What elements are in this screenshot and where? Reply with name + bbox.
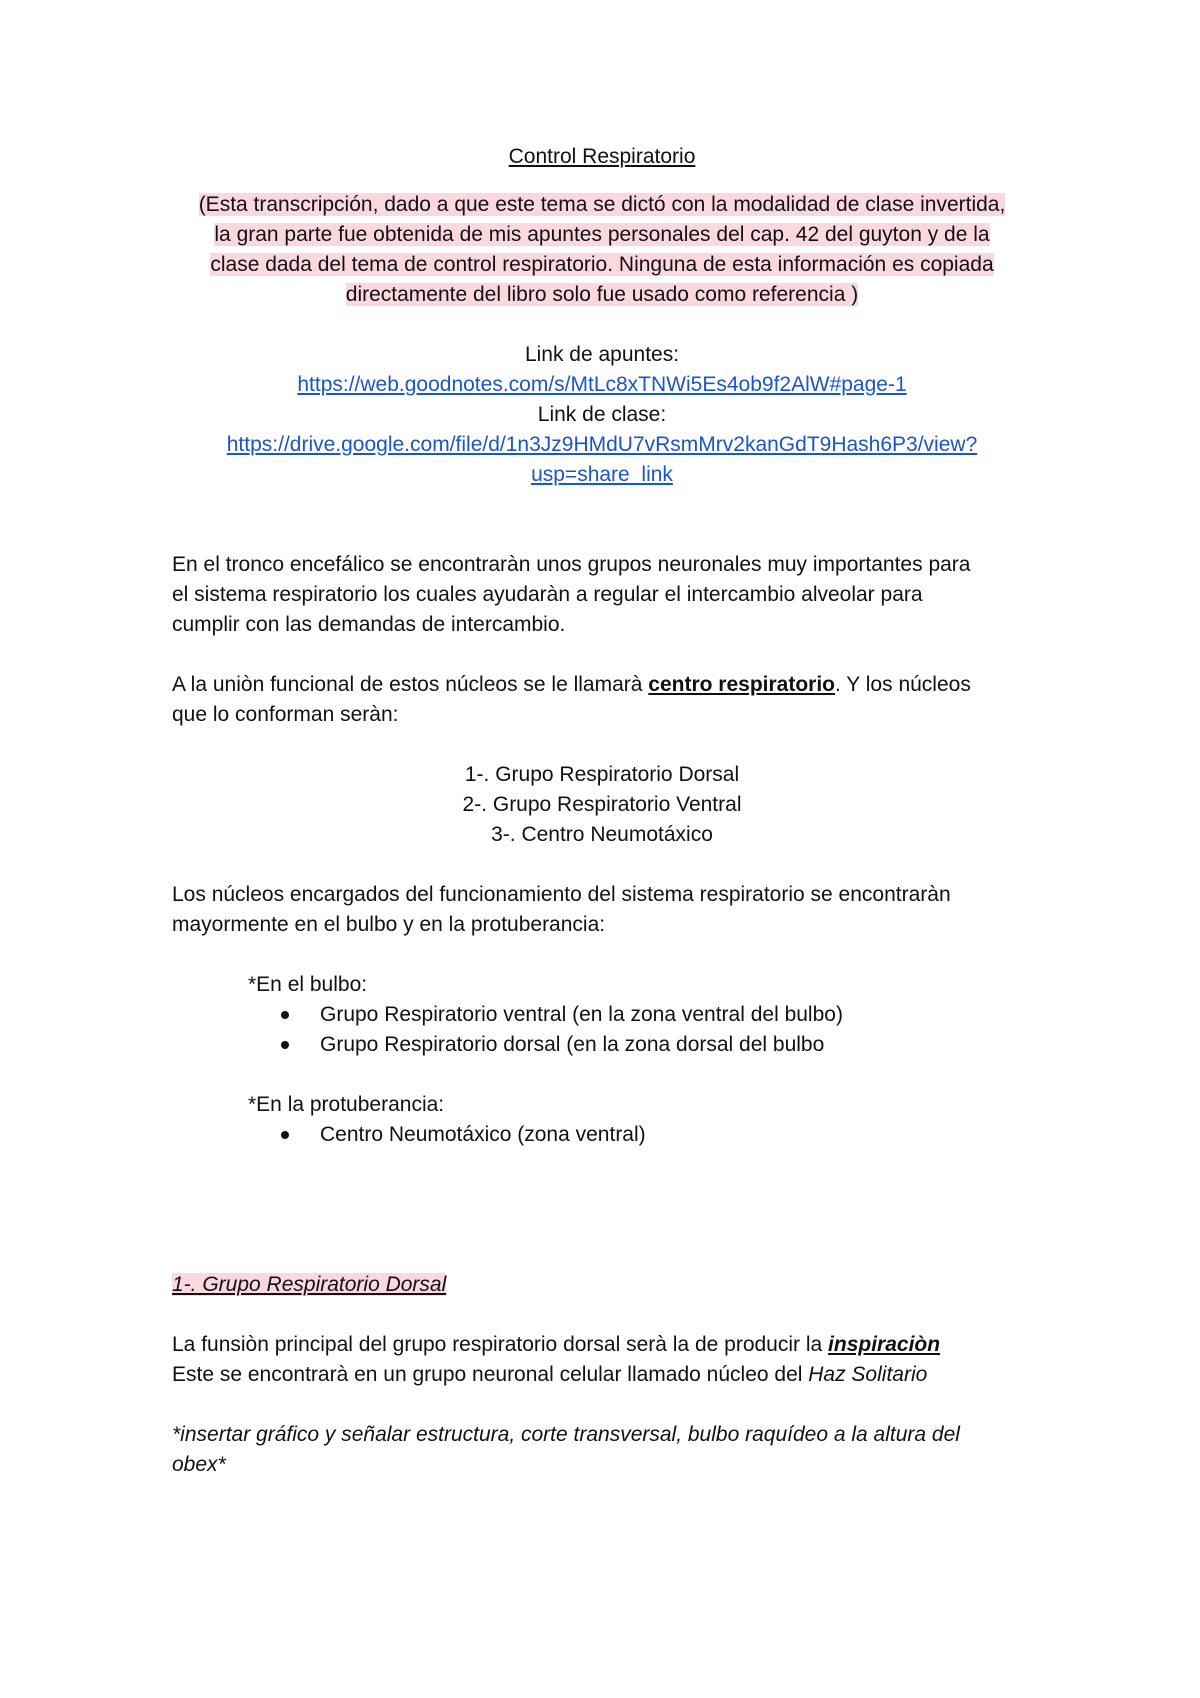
paragraph-tronco: En el tronco encefálico se encontraràn unos grupos neuronales muy importantes para el sistema respiratorio los cuales ayudaràn a regular el intercambio alveolar para cumplir con las demandas de intercambio. bbox=[172, 553, 971, 636]
bulbo-label: *En el bulbo: bbox=[248, 973, 368, 996]
intro-line: la gran parte fue obtenida de mis apuntes personales del cap. 42 del guyton y de la bbox=[214, 223, 990, 246]
document-body bbox=[172, 142, 1032, 1510]
intro-line: directamente del libro solo fue usado como referencia ) bbox=[345, 283, 859, 306]
term-haz-solitario: Haz Solitario bbox=[808, 1363, 928, 1386]
term-inspiracion: inspiraciòn bbox=[828, 1333, 941, 1356]
clase-label: Link de clase: bbox=[537, 403, 667, 426]
paragraph-dorsal: La funsiòn principal del grupo respiratorio dorsal serà la de producir la inspiraciòn Este se encontrarà en un grupo neuronal celular llamado núcleo del Haz Solitario bbox=[172, 1333, 941, 1386]
list-item: 2-. Grupo Respiratorio Ventral bbox=[462, 793, 742, 816]
apuntes-label: Link de apuntes: bbox=[524, 343, 680, 366]
page-title: Control Respiratorio bbox=[508, 145, 696, 168]
links-block bbox=[172, 340, 1032, 490]
section-heading-wrap bbox=[172, 1270, 1032, 1300]
apuntes-link[interactable]: https://web.goodnotes.com/s/MtLc8xTNWi5Es4ob9f2AlW#page-1 bbox=[297, 373, 907, 396]
insert-note: *insertar gráfico y señalar estructura, corte transversal, bulbo raquídeo a la altura del obex* bbox=[172, 1423, 960, 1476]
list-item: Centro Neumotáxico (zona ventral) bbox=[172, 1120, 1032, 1150]
numbered-list bbox=[172, 760, 1032, 850]
term-centro-respiratorio: centro respiratorio bbox=[648, 673, 836, 696]
intro-line: clase dada del tema de control respiratorio. Ninguna de esta información es copiada bbox=[210, 253, 994, 276]
bulbo-list bbox=[172, 1000, 1032, 1060]
clase-link[interactable]: https://drive.google.com/file/d/1n3Jz9HMdU7vRsmMrv2kanGdT9Hash6P3/view? usp=share_link bbox=[226, 433, 978, 486]
intro-note bbox=[172, 190, 1032, 310]
list-item: Grupo Respiratorio ventral (en la zona ventral del bulbo) bbox=[172, 1000, 1032, 1030]
intro-line: (Esta transcripción, dado a que este tema se dictó con la modalidad de clase invertida, bbox=[198, 193, 1006, 216]
protuberancia-list bbox=[172, 1120, 1032, 1150]
list-item: 3-. Centro Neumotáxico bbox=[491, 823, 713, 846]
protuberancia-label: *En la protuberancia: bbox=[248, 1093, 445, 1116]
list-item: Grupo Respiratorio dorsal (en la zona dorsal del bulbo bbox=[172, 1030, 1032, 1060]
paragraph-centro: A la uniòn funcional de estos núcleos se le llamarà centro respiratorio. Y los núcleos que lo conforman seràn: bbox=[172, 673, 971, 726]
section-heading: 1-. Grupo Respiratorio Dorsal bbox=[172, 1273, 447, 1296]
list-item: 1-. Grupo Respiratorio Dorsal bbox=[464, 763, 740, 786]
paragraph-nucleos: Los núcleos encargados del funcionamiento del sistema respiratorio se encontraràn mayormente en el bulbo y en la protuberancia: bbox=[172, 883, 951, 936]
